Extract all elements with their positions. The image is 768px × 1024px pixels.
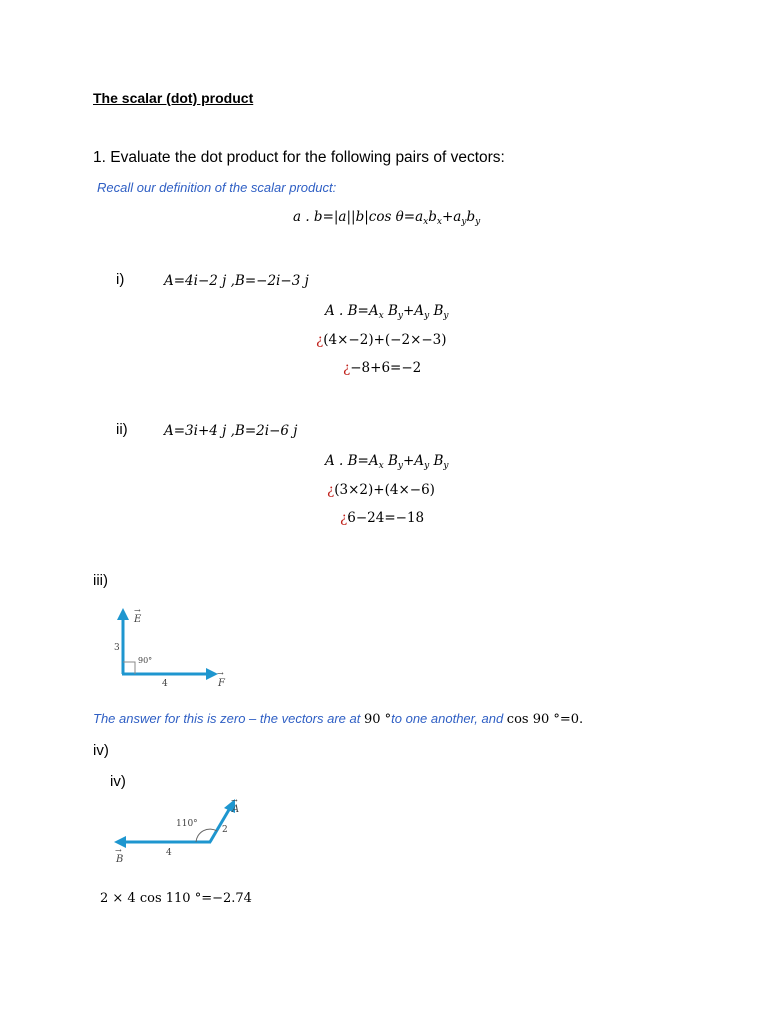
formula-term: B bbox=[429, 303, 444, 319]
answer-text-2: to one another, and bbox=[391, 711, 507, 726]
part-iv-inner-label: iv) bbox=[110, 773, 126, 790]
formula-sub: y bbox=[424, 461, 430, 471]
inverted-question-mark: ¿ bbox=[340, 510, 348, 526]
vector-e-arrowhead bbox=[117, 608, 129, 620]
part-ii-given: A=3i+4 j ,B=2i−6 j bbox=[164, 423, 298, 439]
part-iv-result: 2 × 4 cos 110 °=−2.74 bbox=[100, 891, 252, 906]
definition-lhs: a . b=|a||b|cos θ=a bbox=[293, 209, 424, 225]
formula-term: B bbox=[429, 453, 444, 469]
part-ii-substitution bbox=[327, 482, 435, 498]
vector-e-label: E bbox=[134, 614, 142, 625]
formula-term: +A bbox=[403, 453, 425, 469]
vector-e-arrow-symbol: → bbox=[134, 606, 141, 615]
part-i-formula bbox=[325, 303, 448, 319]
answer-angle: 90 ° bbox=[363, 712, 392, 727]
vector-f-arrow-symbol: → bbox=[217, 669, 224, 678]
formula-term: B bbox=[383, 453, 398, 469]
recall-note: Recall our definition of the scalar product: bbox=[97, 180, 337, 195]
part-i-given: A=4i−2 j ,B=−2i−3 j bbox=[164, 273, 309, 289]
part-ii-label: ii) bbox=[116, 421, 128, 438]
vector-a-label: A bbox=[232, 804, 240, 815]
formula-sub: y bbox=[443, 461, 449, 471]
inverted-question-mark: ¿ bbox=[327, 482, 335, 498]
page-title: The scalar (dot) product bbox=[93, 90, 254, 106]
part-iii-figure bbox=[108, 604, 228, 688]
definition-sub: y bbox=[475, 217, 481, 227]
length-4-label: 4 bbox=[166, 848, 172, 858]
right-angle-marker bbox=[123, 662, 135, 674]
question-text: 1. Evaluate the dot product for the following pairs of vectors: bbox=[93, 149, 505, 166]
definition-term: b bbox=[428, 209, 437, 225]
formula-sub: y bbox=[397, 461, 403, 471]
substitution-text: (4×−2)+(−2×−3) bbox=[323, 332, 447, 348]
formula-sub: y bbox=[443, 311, 449, 321]
part-iii-answer bbox=[93, 710, 583, 728]
answer-text: The answer for this is zero – the vectors are at bbox=[93, 711, 364, 726]
part-iv-label: iv) bbox=[93, 742, 109, 759]
formula-term: B bbox=[383, 303, 398, 319]
formula-sub: y bbox=[424, 311, 430, 321]
length-2-label: 2 bbox=[222, 825, 228, 835]
part-iv-figure bbox=[108, 794, 248, 866]
definition-sub: x bbox=[436, 217, 442, 227]
formula-sub: x bbox=[378, 461, 384, 471]
part-i-substitution bbox=[316, 332, 447, 348]
substitution-text: (3×2)+(4×−6) bbox=[334, 482, 435, 498]
result-text: −8+6=−2 bbox=[350, 360, 422, 376]
vector-f-label: F bbox=[218, 678, 225, 688]
vector-b-label: B bbox=[116, 854, 124, 865]
formula-sub: y bbox=[397, 311, 403, 321]
part-i-result bbox=[343, 360, 421, 376]
part-ii-result bbox=[340, 510, 424, 526]
inverted-question-mark: ¿ bbox=[316, 332, 324, 348]
part-i-label: i) bbox=[116, 271, 125, 288]
formula-sub: x bbox=[378, 311, 384, 321]
part-iii-label: iii) bbox=[93, 572, 108, 589]
answer-cos: cos 90 °=0. bbox=[506, 712, 584, 727]
result-text: 6−24=−18 bbox=[347, 510, 425, 526]
definition-term: b bbox=[466, 209, 476, 225]
angle-90-label: 90° bbox=[138, 656, 153, 665]
length-4-label: 4 bbox=[162, 679, 168, 688]
part-ii-formula bbox=[325, 453, 448, 469]
length-3-label: 3 bbox=[114, 643, 120, 653]
vector-a-arrow-symbol: → bbox=[231, 796, 238, 805]
definition-sub: x bbox=[423, 217, 429, 227]
inverted-question-mark: ¿ bbox=[343, 360, 351, 376]
formula-term: A . B=A bbox=[325, 453, 379, 469]
formula-term: A . B=A bbox=[325, 303, 379, 319]
definition-sub: y bbox=[461, 217, 467, 227]
definition-term: +a bbox=[441, 209, 462, 225]
formula-term: +A bbox=[403, 303, 425, 319]
angle-110-label: 110° bbox=[176, 819, 198, 829]
dot-product-definition bbox=[293, 209, 480, 225]
vector-b-arrow-symbol: → bbox=[115, 846, 122, 855]
